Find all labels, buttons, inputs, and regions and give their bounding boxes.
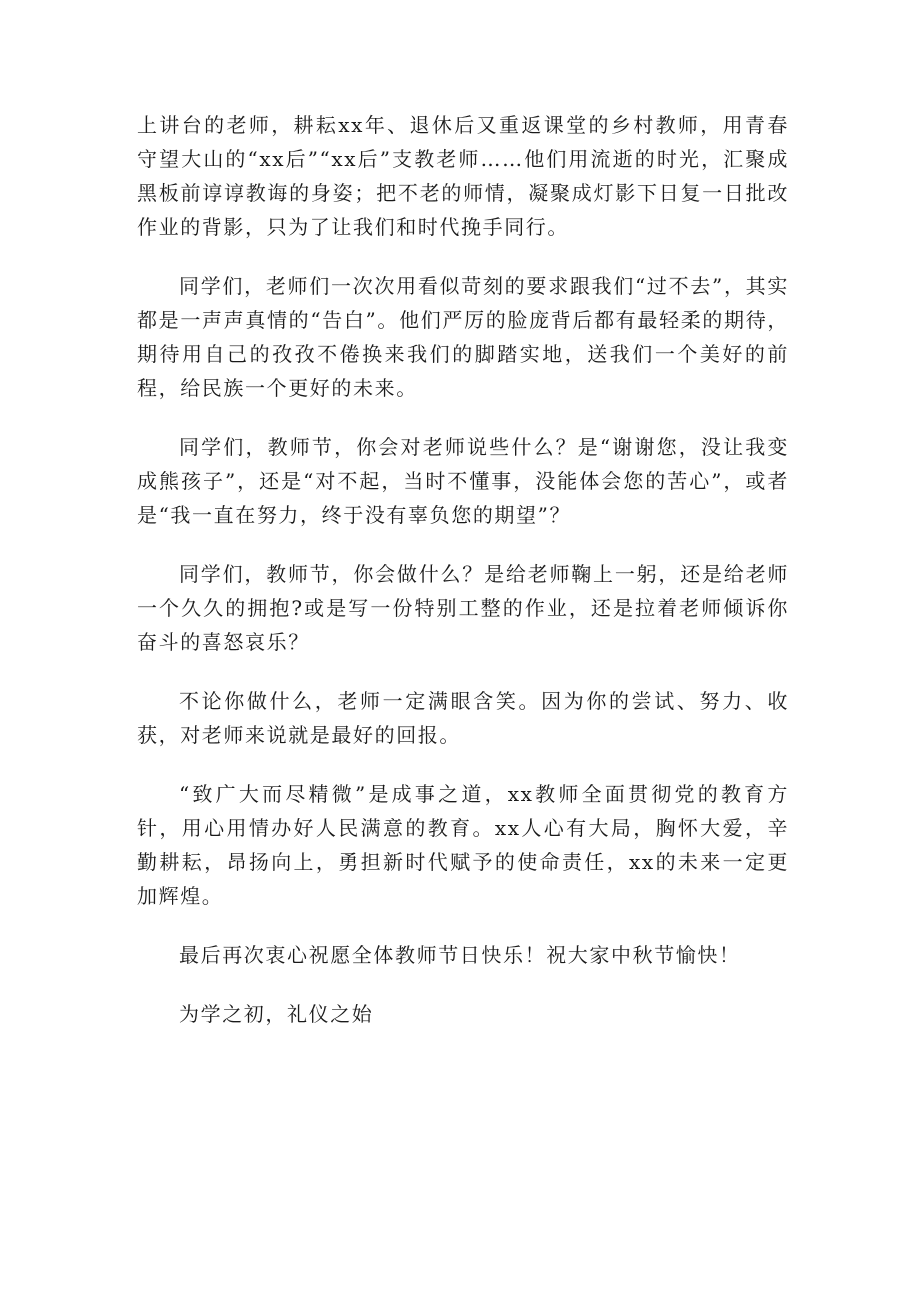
paragraph-1: 上讲台的老师，耕耘xx年、退休后又重返课堂的乡村教师，用青春守望大山的“xx后”“xx后”支教老师……他们用流逝的时光，汇聚成黑板前谆谆教诲的身姿；把不老的师情，凝聚成灯影下日复一日批改作业的背影，只为了让我们和时代挽手同行。 bbox=[137, 113, 789, 239]
paragraph-3: 同学们，教师节，你会对老师说些什么？是“谢谢您，没让我变成熊孩子”，还是“对不起，当时不懂事，没能体会您的苦心”，或者是“我一直在努力，终于没有辜负您的期望”？ bbox=[137, 435, 789, 527]
paragraph-2: 同学们，老师们一次次用看似苛刻的要求跟我们“过不去”，其实都是一声声真情的“告白”。他们严厉的脸庞背后都有最轻柔的期待，期待用自己的孜孜不倦换来我们的脚踏实地，送我们一个美好的前程，给民族一个更好的未来。 bbox=[137, 274, 789, 400]
paragraph-8: 为学之初，礼仪之始 bbox=[179, 1002, 374, 1026]
paragraph-7: 最后再次衷心祝愿全体教师节日快乐！祝大家中秋节愉快！ bbox=[179, 943, 741, 967]
paragraph-5: 不论你做什么，老师一定满眼含笑。因为你的尝试、努力、收获，对老师来说就是最好的回报。 bbox=[137, 689, 789, 747]
paragraph-4: 同学们，教师节，你会做什么？是给老师鞠上一躬，还是给老师一个久久的拥抱?或是写一份特别工整的作业，还是拉着老师倾诉你奋斗的喜怒哀乐？ bbox=[137, 562, 789, 654]
paragraph-6: “致广大而尽精微”是成事之道，xx教师全面贯彻党的教育方针，用心用情办好人民满意的教育。xx人心有大局，胸怀大爱，辛勤耕耘，昂扬向上，勇担新时代赋予的使命责任，xx的未来一定更加辉煌。 bbox=[137, 782, 789, 908]
document-body bbox=[137, 108, 789, 1031]
